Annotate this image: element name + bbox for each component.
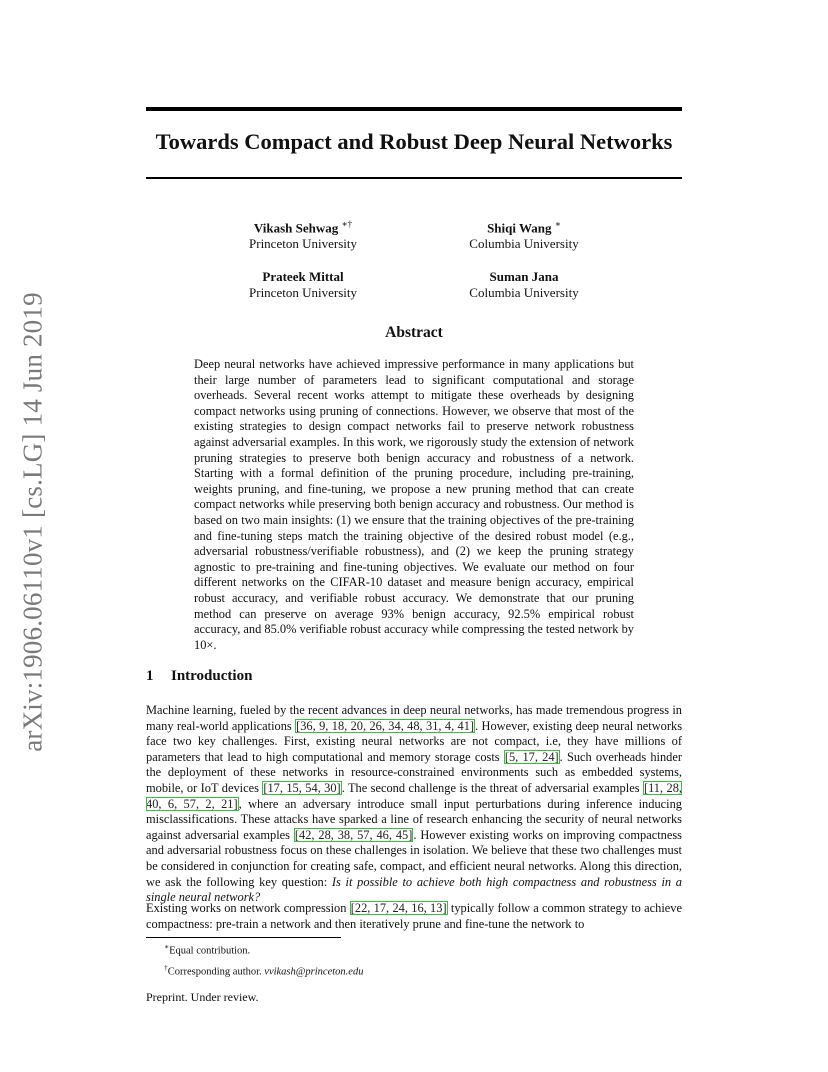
section-heading (146, 668, 682, 685)
footnote: †Corresponding author. vvikash@princeton.edu (164, 962, 364, 977)
email-address: vvikash@princeton.edu (264, 966, 364, 977)
author-affiliation: Princeton University (249, 236, 357, 252)
abstract-heading: Abstract (385, 324, 443, 341)
citation-link[interactable]: [36, 9, 18, 20, 26, 34, 48, 31, 4, 41] (296, 718, 475, 733)
author-name: Prateek Mittal (262, 269, 344, 284)
author-block (203, 269, 403, 301)
citation-link[interactable]: [11, 28, 40, 6, 57, 2, 21] (146, 780, 682, 811)
citation-link[interactable]: [22, 17, 24, 16, 13] (350, 901, 447, 915)
author-name: Vikash Sehwag ∗† (253, 219, 353, 236)
abstract-text: Deep neural networks have achieved impressive performance in many applications but their large number of parameters lead to significant computational and storage overheads. Several recent works attempt to mitigate these overheads by designing compact networks using pruning of connections. However, we observe that most of the existing strategies to design compact networks fail to preserve network robustness against adversarial examples. In this work, we rigorously study the extension of network pruning strategies to preserve both benign accuracy and robustness of a network. Starting with a formal definition of the pruning procedure, including pre-training, weights pruning, and fine-tuning, we propose a new pruning method that can create compact networks while preserving both benign accuracy and robustness. Our method is based on two main insights: (1) we ensure that the training objectives of the pre-training and fine-tuning steps match the training objective of the desired robust model (e.g., adversarial robustness/verifiable robustness), and (2) we keep the pruning strategy agnostic to pre-training and fine-tuning objectives. We evaluate our method on four different networks on the CIFAR-10 dataset and measure benign accuracy, empirical robust accuracy, and verifiable robust accuracy. We demonstrate that our pruning method can preserve on average 93% benign accuracy, 92.5% empirical robust accuracy, and 85.0% verifiable robust accuracy while compressing the tested network by 10×. (194, 357, 634, 652)
author-block (203, 216, 403, 252)
intro-paragraph-1: Machine learning, fueled by the recent advances in deep neural networks, has made tremendous progress in many real-world applications [36, 9, 18, 20, 26, 34, 48, 31, 4, 41]. However, existing deep neural networks face two key challenges. First, existing neural networks are not compact, i.e, they have millions of parameters that lead to high computational and memory storage costs [5, 17, 24]. Such overheads hinder the deployment of these networks in resource-constrained environments such as embedded systems, mobile, or IoT devices [17, 15, 54, 30]. The second challenge is the threat of adversarial examples [11, 28, 40, 6, 57, 2, 21], where an adversary introduce small input perturbations during inference inducing misclassifications. These attacks have sparked a line of research enhancing the security of neural networks against adversarial examples [42, 28, 38, 57, 46, 45]. However existing works on improving compactness and adversarial robustness focus on these challenges in isolation. We believe that these two challenges must be considered in conjunction for creating safe, compact, and efficient neural networks. Along this direction, we ask the following key question: Is it possible to achieve both high compactness and robustness in a single neural network? (146, 703, 683, 905)
section-title: Introduction (171, 668, 253, 684)
footnote: ∗Equal contribution. (164, 942, 251, 957)
author-affiliation: Columbia University (469, 285, 579, 300)
author-affiliation: Columbia University (469, 236, 579, 252)
author-block (424, 216, 624, 252)
section-number: 1 (146, 668, 154, 684)
author-name: Suman Jana (489, 269, 559, 284)
citation-link[interactable]: [17, 15, 54, 30] (263, 780, 341, 795)
author-block (424, 269, 624, 301)
author-name: Shiqi Wang ∗ (487, 219, 561, 236)
title-bottom-rule (146, 177, 682, 179)
preprint-note: Preprint. Under review. (146, 990, 259, 1004)
author-marks: ∗† (341, 219, 353, 229)
intro-paragraph-2: Existing works on network compression [22, 17, 24, 16, 13] typically follow a common strategy to achieve compactness: pre-train a network and then iteratively prune and fine-tune the network to (146, 901, 682, 931)
key-question: Is it possible to achieve both high compactness and robustness in a single neural network? (146, 874, 682, 905)
citation-link[interactable]: [42, 28, 38, 57, 46, 45] (294, 827, 413, 842)
paper-title: Towards Compact and Robust Deep Neural Networks (155, 129, 673, 154)
footnotes (164, 939, 684, 980)
footnote-rule (146, 937, 341, 938)
arxiv-identifier: arXiv:1906.06110v1 [cs.LG] 14 Jun 2019 (17, 292, 48, 752)
citation-link[interactable]: [5, 17, 24] (504, 749, 559, 764)
title-top-rule (146, 107, 682, 111)
author-marks: ∗ (554, 219, 561, 229)
author-affiliation: Princeton University (249, 285, 357, 300)
